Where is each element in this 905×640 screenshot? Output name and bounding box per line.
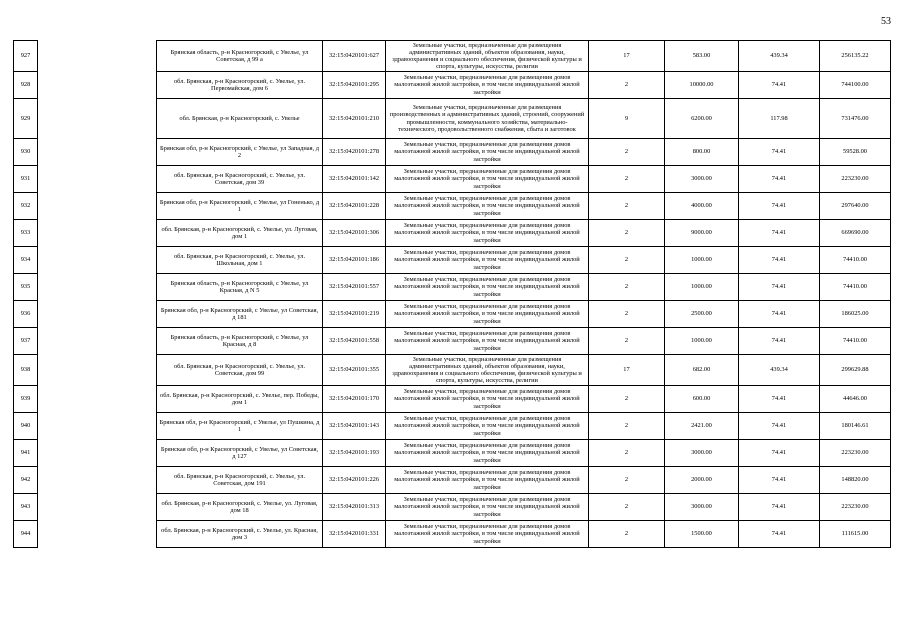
- category-cell: 2: [589, 220, 665, 247]
- gap-cell: [38, 440, 157, 467]
- category-cell: 2: [589, 494, 665, 521]
- address-cell: Брянская область, р-н Красногорский, с Увелье, ул Красная, д N 5: [157, 274, 323, 301]
- address-cell: обл. Брянская, р-н Красногорский, с. Увелье, ул. Советская, дом 99: [157, 355, 323, 386]
- land-use-cell: Земельные участки, предназначенные для размещения домов малоэтажной жилой застройки, в том числе индивидуальной жилой застройки: [386, 440, 589, 467]
- gap-cell: [38, 413, 157, 440]
- cadastral-number-cell: 32:15:0420101:170: [323, 386, 386, 413]
- address-cell: Брянская обл, р-н Красногорский, с Увелье, ул Советская, д 181: [157, 301, 323, 328]
- cadastral-number-cell: 32:15:0420101:226: [323, 467, 386, 494]
- cadastral-value-cell: 186025.00: [820, 301, 891, 328]
- row-number-cell: 939: [14, 386, 38, 413]
- land-use-cell: Земельные участки, предназначенные для размещения домов малоэтажной жилой застройки, в том числе индивидуальной жилой застройки: [386, 521, 589, 548]
- rate-cell: 74.41: [739, 220, 820, 247]
- rate-cell: 74.41: [739, 274, 820, 301]
- address-cell: обл. Брянская, р-н Красногорский, с. Увелье: [157, 99, 323, 139]
- land-use-cell: Земельные участки, предназначенные для размещения домов малоэтажной жилой застройки, в том числе индивидуальной жилой застройки: [386, 467, 589, 494]
- gap-cell: [38, 386, 157, 413]
- table-row: [14, 247, 891, 274]
- page-number: 53: [881, 16, 891, 27]
- row-number-cell: 927: [14, 41, 38, 72]
- cadastral-number-cell: 32:15:0420101:143: [323, 413, 386, 440]
- cadastral-value-cell: 74410.00: [820, 247, 891, 274]
- cadastral-value-cell: 669690.00: [820, 220, 891, 247]
- table-row: [14, 440, 891, 467]
- land-use-cell: Земельные участки, предназначенные для размещения домов малоэтажной жилой застройки, в том числе индивидуальной жилой застройки: [386, 274, 589, 301]
- table-row: [14, 301, 891, 328]
- cadastral-value-cell: 74410.00: [820, 274, 891, 301]
- table-row: [14, 413, 891, 440]
- area-cell: 600.00: [665, 386, 739, 413]
- rate-cell: 74.41: [739, 328, 820, 355]
- cadastral-number-cell: 32:15:0420101:557: [323, 274, 386, 301]
- land-use-cell: Земельные участки, предназначенные для размещения домов малоэтажной жилой застройки, в том числе индивидуальной жилой застройки: [386, 386, 589, 413]
- land-use-cell: Земельные участки, предназначенные для размещения домов малоэтажной жилой застройки, в том числе индивидуальной жилой застройки: [386, 166, 589, 193]
- category-cell: 2: [589, 193, 665, 220]
- row-number-cell: 934: [14, 247, 38, 274]
- address-cell: обл. Брянская, р-н Красногорский, с. Увелье, ул. Луговая, дом 1: [157, 220, 323, 247]
- table-row: [14, 467, 891, 494]
- cadastral-number-cell: 32:15:0420101:306: [323, 220, 386, 247]
- rate-cell: 74.41: [739, 494, 820, 521]
- rate-cell: 117.98: [739, 99, 820, 139]
- gap-cell: [38, 166, 157, 193]
- category-cell: 17: [589, 355, 665, 386]
- area-cell: 1000.00: [665, 247, 739, 274]
- area-cell: 800.00: [665, 139, 739, 166]
- land-use-cell: Земельные участки, предназначенные для размещения административных зданий, объектов образования, науки, здравоохранения и социального обеспечения, физической культуры и спорта, культуры, искусства, религии: [386, 41, 589, 72]
- cadastral-number-cell: 32:15:0420101:295: [323, 72, 386, 99]
- cadastral-number-cell: 32:15:0420101:193: [323, 440, 386, 467]
- rate-cell: 74.41: [739, 413, 820, 440]
- gap-cell: [38, 99, 157, 139]
- gap-cell: [38, 220, 157, 247]
- rate-cell: 74.41: [739, 247, 820, 274]
- land-use-cell: Земельные участки, предназначенные для размещения домов малоэтажной жилой застройки, в том числе индивидуальной жилой застройки: [386, 220, 589, 247]
- address-cell: Брянская область, р-н Красногорский, с Увелье, ул Красная, д 8: [157, 328, 323, 355]
- address-cell: Брянская обл, р-н Красногорский, с Увелье, ул Советская, д 127: [157, 440, 323, 467]
- table-row: [14, 494, 891, 521]
- cadastral-value-cell: 111615.00: [820, 521, 891, 548]
- address-cell: обл. Брянская, р-н Красногорский, с. Увелье, ул. Первомайская, дом 6: [157, 72, 323, 99]
- gap-cell: [38, 301, 157, 328]
- address-cell: обл. Брянская, р-н Красногорский, с. Увелье, ул. Красная, дом 3: [157, 521, 323, 548]
- cadastral-value-cell: 59528.00: [820, 139, 891, 166]
- table-row: [14, 72, 891, 99]
- area-cell: 3000.00: [665, 494, 739, 521]
- gap-cell: [38, 193, 157, 220]
- area-cell: 9000.00: [665, 220, 739, 247]
- category-cell: 2: [589, 72, 665, 99]
- land-use-cell: Земельные участки, предназначенные для размещения домов малоэтажной жилой застройки, в том числе индивидуальной жилой застройки: [386, 193, 589, 220]
- category-cell: 2: [589, 139, 665, 166]
- cadastral-value-cell: 74410.00: [820, 328, 891, 355]
- row-number-cell: 936: [14, 301, 38, 328]
- row-number-cell: 931: [14, 166, 38, 193]
- category-cell: 2: [589, 386, 665, 413]
- land-use-cell: Земельные участки, предназначенные для размещения домов малоэтажной жилой застройки, в том числе индивидуальной жилой застройки: [386, 247, 589, 274]
- land-use-cell: Земельные участки, предназначенные для размещения домов малоэтажной жилой застройки, в том числе индивидуальной жилой застройки: [386, 494, 589, 521]
- cadastral-number-cell: 32:15:0420101:627: [323, 41, 386, 72]
- table-row: [14, 220, 891, 247]
- land-use-cell: Земельные участки, предназначенные для размещения производственных и административных зданий, строений, сооружений промышленности, коммунального хозяйства, материально-технического, продовольственного снабжения, сбыта и заготовок: [386, 99, 589, 139]
- cadastral-number-cell: 32:15:0420101:313: [323, 494, 386, 521]
- rate-cell: 74.41: [739, 467, 820, 494]
- area-cell: 682.00: [665, 355, 739, 386]
- rate-cell: 439.34: [739, 355, 820, 386]
- cadastral-value-cell: 44646.00: [820, 386, 891, 413]
- cadastral-number-cell: 32:15:0420101:219: [323, 301, 386, 328]
- gap-cell: [38, 139, 157, 166]
- row-number-cell: 932: [14, 193, 38, 220]
- address-cell: Брянская область, р-н Красногорский, с Увелье, ул Советская, д 99 а: [157, 41, 323, 72]
- table-row: [14, 193, 891, 220]
- address-cell: обл. Брянская, р-н Красногорский, с. Увелье, ул. Школьная, дом 1: [157, 247, 323, 274]
- category-cell: 17: [589, 41, 665, 72]
- rate-cell: 74.41: [739, 301, 820, 328]
- cadastral-number-cell: 32:15:0420101:228: [323, 193, 386, 220]
- row-number-cell: 942: [14, 467, 38, 494]
- table-row: [14, 521, 891, 548]
- gap-cell: [38, 467, 157, 494]
- category-cell: 2: [589, 467, 665, 494]
- row-number-cell: 929: [14, 99, 38, 139]
- rate-cell: 74.41: [739, 193, 820, 220]
- cadastral-value-cell: 180146.61: [820, 413, 891, 440]
- table-row: [14, 139, 891, 166]
- row-number-cell: 940: [14, 413, 38, 440]
- land-use-cell: Земельные участки, предназначенные для размещения домов малоэтажной жилой застройки, в том числе индивидуальной жилой застройки: [386, 413, 589, 440]
- land-use-cell: Земельные участки, предназначенные для размещения административных зданий, объектов образования, науки, здравоохранения и социального обеспечения, физической культуры и спорта, культуры, искусства, религии: [386, 355, 589, 386]
- address-cell: Брянская обл, р-н Красногорский, с Увелье, ул Западная, д 2: [157, 139, 323, 166]
- row-number-cell: 928: [14, 72, 38, 99]
- cadastral-value-cell: 297640.00: [820, 193, 891, 220]
- category-cell: 2: [589, 328, 665, 355]
- cadastral-number-cell: 32:15:0420101:355: [323, 355, 386, 386]
- row-number-cell: 937: [14, 328, 38, 355]
- land-use-cell: Земельные участки, предназначенные для размещения домов малоэтажной жилой застройки, в том числе индивидуальной жилой застройки: [386, 139, 589, 166]
- cadastral-number-cell: 32:15:0420101:558: [323, 328, 386, 355]
- cadastral-value-cell: 744100.00: [820, 72, 891, 99]
- area-cell: 3000.00: [665, 440, 739, 467]
- cadastral-value-cell: 223230.00: [820, 440, 891, 467]
- category-cell: 9: [589, 99, 665, 139]
- rate-cell: 74.41: [739, 440, 820, 467]
- area-cell: 2000.00: [665, 467, 739, 494]
- category-cell: 2: [589, 521, 665, 548]
- area-cell: 4000.00: [665, 193, 739, 220]
- cadastral-number-cell: 32:15:0420101:186: [323, 247, 386, 274]
- table-body: [14, 41, 891, 548]
- land-use-cell: Земельные участки, предназначенные для размещения домов малоэтажной жилой застройки, в том числе индивидуальной жилой застройки: [386, 72, 589, 99]
- category-cell: 2: [589, 247, 665, 274]
- gap-cell: [38, 494, 157, 521]
- gap-cell: [38, 521, 157, 548]
- address-cell: Брянская обл, р-н Красногорский, с Увелье, ул Гоненько, д 1: [157, 193, 323, 220]
- row-number-cell: 943: [14, 494, 38, 521]
- address-cell: Брянская обл, р-н Красногорский, с Увелье, ул Пушкина, д 1: [157, 413, 323, 440]
- row-number-cell: 938: [14, 355, 38, 386]
- cadastral-value-cell: 148820.00: [820, 467, 891, 494]
- area-cell: 1500.00: [665, 521, 739, 548]
- category-cell: 2: [589, 166, 665, 193]
- rate-cell: 74.41: [739, 521, 820, 548]
- gap-cell: [38, 72, 157, 99]
- row-number-cell: 941: [14, 440, 38, 467]
- table-row: [14, 41, 891, 72]
- table-row: [14, 99, 891, 139]
- cadastral-value-cell: 731476.00: [820, 99, 891, 139]
- cadastral-value-cell: 223230.00: [820, 494, 891, 521]
- land-use-cell: Земельные участки, предназначенные для размещения домов малоэтажной жилой застройки, в том числе индивидуальной жилой застройки: [386, 301, 589, 328]
- table-row: [14, 386, 891, 413]
- rate-cell: 74.41: [739, 166, 820, 193]
- table-row: [14, 274, 891, 301]
- cadastral-number-cell: 32:15:0420101:278: [323, 139, 386, 166]
- area-cell: 10000.00: [665, 72, 739, 99]
- cadastral-number-cell: 32:15:0420101:331: [323, 521, 386, 548]
- gap-cell: [38, 274, 157, 301]
- gap-cell: [38, 355, 157, 386]
- gap-cell: [38, 247, 157, 274]
- area-cell: 2421.00: [665, 413, 739, 440]
- address-cell: обл. Брянская, р-н Красногорский, с. Увелье, ул. Советская, дом 39: [157, 166, 323, 193]
- row-number-cell: 944: [14, 521, 38, 548]
- rate-cell: 74.41: [739, 72, 820, 99]
- cadastral-value-cell: 299629.88: [820, 355, 891, 386]
- address-cell: обл. Брянская, р-н Красногорский, с. Увелье, ул. Советская, дом 191: [157, 467, 323, 494]
- table-row: [14, 166, 891, 193]
- area-cell: 6200.00: [665, 99, 739, 139]
- gap-cell: [38, 328, 157, 355]
- area-cell: 583.00: [665, 41, 739, 72]
- gap-cell: [38, 41, 157, 72]
- cadastral-value-cell: 256135.22: [820, 41, 891, 72]
- category-cell: 2: [589, 274, 665, 301]
- cadastral-number-cell: 32:15:0420101:142: [323, 166, 386, 193]
- rate-cell: 74.41: [739, 139, 820, 166]
- row-number-cell: 933: [14, 220, 38, 247]
- row-number-cell: 935: [14, 274, 38, 301]
- land-plot-register-table: [13, 40, 891, 548]
- rate-cell: 439.34: [739, 41, 820, 72]
- category-cell: 2: [589, 440, 665, 467]
- row-number-cell: 930: [14, 139, 38, 166]
- address-cell: обл. Брянская, р-н Красногорский, с. Увелье, ул. Луговая, дом 18: [157, 494, 323, 521]
- area-cell: 1000.00: [665, 328, 739, 355]
- address-cell: обл. Брянская, р-н Красногорский, с. Увелье, пер. Победы, дом 1: [157, 386, 323, 413]
- table-row: [14, 328, 891, 355]
- area-cell: 3000.00: [665, 166, 739, 193]
- area-cell: 2500.00: [665, 301, 739, 328]
- area-cell: 1000.00: [665, 274, 739, 301]
- land-use-cell: Земельные участки, предназначенные для размещения домов малоэтажной жилой застройки, в том числе индивидуальной жилой застройки: [386, 328, 589, 355]
- cadastral-value-cell: 223230.00: [820, 166, 891, 193]
- rate-cell: 74.41: [739, 386, 820, 413]
- category-cell: 2: [589, 413, 665, 440]
- cadastral-number-cell: 32:15:0420101:210: [323, 99, 386, 139]
- category-cell: 2: [589, 301, 665, 328]
- table-row: [14, 355, 891, 386]
